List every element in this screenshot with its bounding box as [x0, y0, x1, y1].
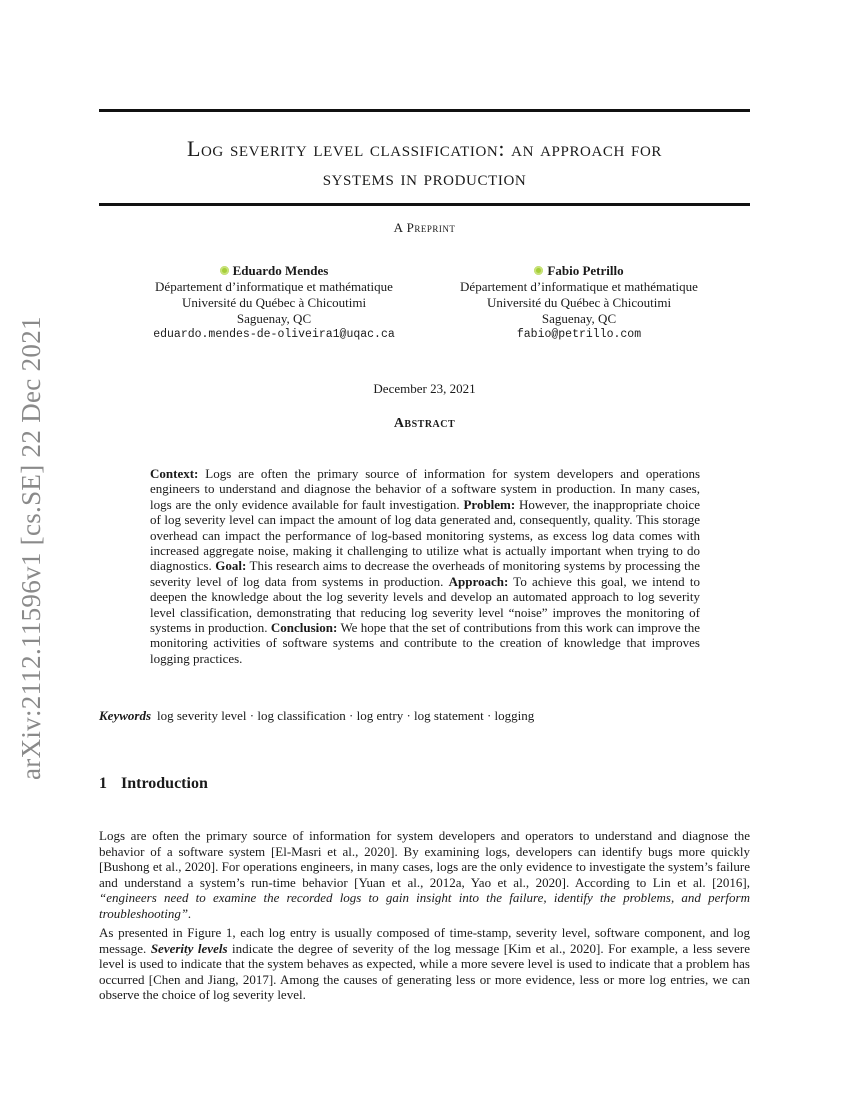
intro-p1-quote: “engineers need to examine the recorded logs to gain insight into the failure, identify the problems, and perform troubleshooting”.	[99, 890, 750, 921]
author-name: Eduardo Mendes	[232, 263, 329, 278]
intro-p2-text-b: indicate the degree of severity of the log message [Kim et al., 2020]. For example, a less severe level is used to indicate that the system behaves as expected, while a more severe level is used to indicate that a problem has occurred [Chen and Jiang, 2017]. Among the causes of generating less or more evidence, less or more log entries, we can observe the choice of log severity level.	[99, 940, 751, 1002]
title-top-rule	[99, 109, 750, 112]
author-name: Fabio Petrillo	[547, 263, 624, 278]
author-university: Université du Québec à Chicoutimi	[486, 295, 672, 310]
orcid-icon[interactable]	[220, 266, 229, 275]
intro-p2-emphasis: Severity levels	[150, 940, 228, 956]
author-university: Université du Québec à Chicoutimi	[181, 295, 367, 310]
title-bottom-rule	[99, 203, 750, 206]
keywords	[99, 708, 750, 724]
intro-paragraph-2	[99, 925, 750, 1003]
publication-date: December 23, 2021	[373, 381, 476, 396]
orcid-icon[interactable]	[534, 266, 543, 275]
abstract-conclusion-text: We hope that the set of contributions from this work can improve the monitoring activities of software systems and contribute to the creation of knowledge that improves logging practices.	[150, 620, 700, 666]
abstract-problem-label: Problem:	[463, 496, 516, 512]
abstract-context-label: Context:	[150, 466, 199, 481]
author-block-2	[414, 263, 744, 343]
keywords-text: log severity level · log classification · log entry · log statement · logging	[157, 708, 535, 723]
arxiv-identifier: arXiv:2112.11596v1 [cs.SE] 22 Dec 2021	[16, 316, 46, 780]
author-email[interactable]: eduardo.mendes-de-oliveira1@uqac.ca	[153, 328, 395, 341]
preprint-label: A Preprint	[393, 220, 456, 235]
abstract-problem-text: However, the inappropriate choice of log severity level can impact the amount of log data generated and, consequently, quality. This storage overhead can impact the performance of log-based monitoring systems, as excess log data comes with increased aggregate noise, making it challenging to utilize what is actually important when trying to do diagnostics.	[150, 496, 701, 574]
author-email[interactable]: fabio@petrillo.com	[516, 328, 642, 341]
author-department: Département d’informatique et mathématique	[460, 279, 698, 294]
abstract-goal-label: Goal:	[215, 558, 247, 574]
author-name-line	[109, 263, 439, 279]
author-city: Saguenay, QC	[236, 311, 312, 326]
abstract-conclusion-label: Conclusion:	[270, 620, 338, 636]
section-title: Introduction	[121, 775, 208, 792]
abstract-approach-label: Approach:	[448, 573, 509, 589]
abstract-goal-text: This research aims to decrease the overheads of monitoring systems by processing the severity level of log data from systems in production.	[150, 558, 700, 589]
paper-title-line-2: systems in production	[322, 165, 527, 190]
author-block-1	[109, 263, 439, 343]
section-number: 1	[99, 775, 107, 792]
paper-title-line-1: Log severity level classification: an approach for	[186, 136, 663, 161]
intro-paragraph-1	[99, 828, 750, 921]
keywords-label: Keywords	[99, 708, 151, 723]
section-heading-introduction	[99, 775, 208, 793]
author-name-line	[414, 263, 744, 279]
abstract-heading: Abstract	[393, 416, 456, 431]
intro-p1-text: Logs are often the primary source of information for system developers and operators to understand and diagnose the behavior of a software system [El-Masri et al., 2020]. By examining logs, developers can identify bugs more quickly [Bushong et al., 2020]. For operations engineers, in many cases, logs are the only evidence to investigate the system’s failure and understand a system’s run-time behavior [Yuan et al., 2012a, Yao et al., 2020]. According to Lin et al. [2016],	[99, 828, 750, 890]
abstract-body	[150, 466, 700, 666]
abstract-context-text: Logs are often the primary source of information for system developers and operations engineers to understand and diagnose the behavior of a software system in production. In many cases, logs are the only evidence available for fault investigation.	[150, 466, 700, 512]
intro-p2-text-a: As presented in Figure 1, each log entry is usually composed of time-stamp, severity level, software component, and log message.	[99, 925, 750, 956]
author-city: Saguenay, QC	[541, 311, 617, 326]
abstract-approach-text: To achieve this goal, we intend to deepen the knowledge about the log severity levels and develop an automated approach to log severity level classification, demonstrating that reducing log severity level “noise” improves the monitoring of systems in production.	[150, 573, 700, 636]
author-department: Département d’informatique et mathématique	[155, 279, 393, 294]
paper-title	[99, 134, 750, 192]
